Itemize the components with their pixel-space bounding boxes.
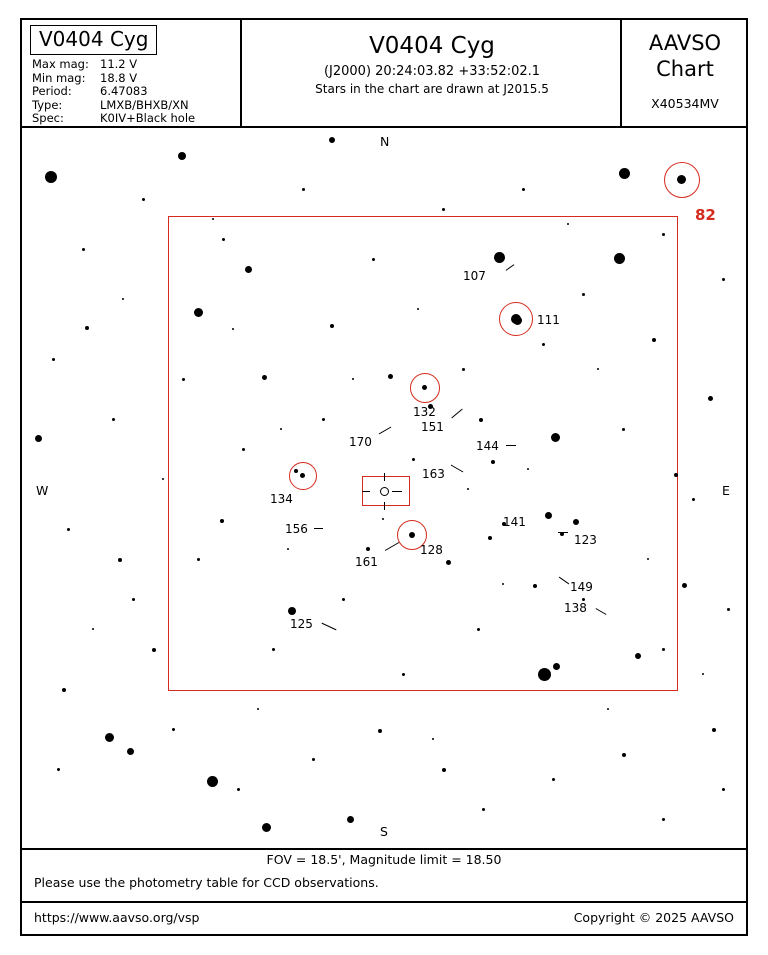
star-point	[622, 753, 626, 757]
star-point	[442, 208, 445, 211]
star-name-box: V0404 Cyg	[30, 25, 157, 55]
header-right-panel	[624, 20, 746, 126]
fov-rectangle	[168, 216, 678, 691]
star-point	[708, 396, 713, 401]
meta-key: Min mag:	[32, 70, 86, 85]
star-point	[622, 428, 625, 431]
comparison-star-82-circle	[664, 162, 700, 198]
header-center-panel	[244, 20, 622, 126]
star-point	[262, 823, 271, 832]
meta-key: Period:	[32, 84, 72, 99]
star-point	[122, 298, 124, 300]
star-point	[172, 728, 175, 731]
star-point	[118, 558, 122, 562]
star-point	[178, 152, 186, 160]
star-point	[462, 368, 465, 371]
star-point	[288, 607, 296, 615]
star-point	[388, 374, 393, 379]
star-point	[635, 653, 641, 659]
star-point	[262, 375, 267, 380]
star-point	[619, 168, 630, 179]
star-point	[662, 818, 665, 821]
star-point	[573, 519, 579, 525]
star-point	[222, 238, 225, 241]
observation-note-row	[22, 875, 746, 903]
direction-north: N	[380, 134, 390, 149]
star-point	[702, 673, 704, 675]
star-point	[446, 560, 451, 565]
star-point	[302, 188, 305, 191]
star-point	[682, 583, 687, 588]
star-metadata	[32, 58, 195, 126]
star-point	[197, 558, 200, 561]
star-point	[329, 137, 335, 143]
comparison-star-132-label: 132	[413, 405, 436, 419]
comparison-star-125-label: 125	[290, 617, 313, 631]
star-point	[237, 788, 240, 791]
label-leader-line	[314, 528, 323, 529]
star-point	[152, 648, 156, 652]
star-point	[412, 458, 415, 461]
marker-tick-right	[392, 491, 402, 492]
star-point	[378, 729, 382, 733]
star-point	[662, 648, 665, 651]
star-point	[597, 368, 599, 370]
star-point	[442, 768, 446, 772]
meta-value: 18.8 V	[100, 70, 138, 85]
star-point	[132, 598, 135, 601]
star-point	[647, 558, 649, 560]
star-point	[182, 378, 185, 381]
star-point	[194, 308, 203, 317]
star-point	[212, 218, 214, 220]
chart-id: X40534MV	[651, 96, 719, 111]
star-point	[553, 663, 560, 670]
coordinates: (J2000) 20:24:03.82 +33:52:02.1	[323, 64, 541, 79]
star-point	[330, 324, 334, 328]
star-point	[280, 428, 282, 430]
star-point	[142, 198, 145, 201]
comparison-star-151-label: 151	[421, 420, 444, 434]
meta-key: Type:	[32, 97, 63, 112]
star-point	[342, 598, 345, 601]
vsp-url[interactable]: https://www.aavso.org/vsp	[34, 910, 200, 925]
comparison-star-163-label: 163	[422, 467, 445, 481]
star-point	[220, 519, 224, 523]
star-point	[692, 498, 695, 501]
star-point	[162, 478, 164, 480]
star-point	[482, 808, 485, 811]
comparison-star-123-label: 123	[574, 533, 597, 547]
star-point	[272, 648, 275, 651]
star-point	[105, 733, 114, 742]
star-point	[551, 433, 560, 442]
star-point	[312, 758, 315, 761]
star-point	[347, 816, 354, 823]
label-leader-line	[558, 532, 568, 533]
star-point	[527, 468, 529, 470]
star-point	[722, 278, 725, 281]
star-point	[491, 460, 495, 464]
star-point	[52, 358, 55, 361]
star-point	[542, 343, 545, 346]
comparison-star-138-label: 138	[564, 601, 587, 615]
star-point	[62, 688, 66, 692]
star-point	[245, 266, 252, 273]
label-leader-line	[506, 445, 516, 446]
comparison-star-134-label: 134	[270, 492, 293, 506]
star-point	[488, 536, 492, 540]
star-point	[127, 748, 134, 755]
star-point	[712, 728, 716, 732]
star-point	[722, 788, 725, 791]
star-point	[402, 673, 405, 676]
comparison-star-161-label: 161	[355, 555, 378, 569]
copyright-text: Copyright © 2025 AAVSO	[573, 910, 734, 925]
meta-row	[32, 72, 195, 86]
sky-field[interactable]	[22, 128, 746, 850]
marker-tick-left	[362, 491, 370, 492]
star-point	[232, 328, 234, 330]
star-point	[607, 708, 609, 710]
meta-key: Spec:	[32, 111, 64, 126]
star-point	[57, 768, 60, 771]
marker-tick-top	[384, 473, 385, 481]
variable-star-marker-ring	[380, 487, 389, 496]
comparison-star-144-label: 144	[476, 439, 499, 453]
meta-value: 11.2 V	[100, 57, 138, 71]
fov-magnitude-line: FOV = 18.5', Magnitude limit = 18.50	[266, 852, 502, 867]
comparison-star-111-circle	[499, 302, 533, 336]
star-point	[92, 628, 94, 630]
star-point	[538, 668, 551, 681]
comparison-star-156-label: 156	[285, 522, 308, 536]
star-point	[533, 584, 537, 588]
star-point	[522, 188, 525, 191]
star-point	[112, 418, 115, 421]
comparison-star-128-label: 128	[420, 543, 443, 557]
org-name-line1: AAVSO	[648, 31, 722, 55]
comparison-star-107-label: 107	[463, 269, 486, 283]
star-point	[417, 308, 419, 310]
star-point	[35, 435, 42, 442]
meta-row	[32, 85, 195, 99]
star-point	[662, 233, 665, 236]
star-point	[85, 326, 89, 330]
star-point	[67, 528, 70, 531]
meta-row	[32, 99, 195, 113]
star-point	[45, 171, 57, 183]
direction-west: W	[36, 483, 49, 498]
chart-header	[22, 20, 746, 128]
star-point	[614, 253, 625, 264]
comparison-star-134-circle	[289, 462, 317, 490]
observation-note: Please use the photometry table for CCD observations.	[34, 875, 379, 890]
org-name-line2: Chart	[656, 57, 714, 81]
comparison-star-132-circle	[410, 373, 440, 403]
star-point	[494, 252, 505, 263]
star-point	[372, 258, 375, 261]
star-point	[477, 628, 480, 631]
star-point	[82, 248, 85, 251]
star-point	[322, 418, 325, 421]
star-point	[545, 512, 552, 519]
meta-row	[32, 112, 195, 126]
star-point	[382, 518, 384, 520]
star-point	[207, 776, 218, 787]
direction-south: S	[380, 824, 388, 839]
comparison-star-82-label: 82	[695, 206, 716, 224]
star-point	[242, 448, 245, 451]
star-point	[366, 547, 370, 551]
star-point	[582, 293, 585, 296]
meta-value: K0IV+Black hole	[100, 111, 196, 126]
star-point	[432, 738, 434, 740]
comparison-star-149-label: 149	[570, 580, 593, 594]
star-point	[467, 488, 469, 490]
page-title: V0404 Cyg	[369, 33, 495, 59]
comparison-star-111-label: 111	[537, 313, 560, 327]
star-point	[257, 708, 259, 710]
epoch-note: Stars in the chart are drawn at J2015.5	[315, 82, 549, 96]
meta-value: 6.47083	[100, 84, 148, 99]
meta-value: LMXB/BHXB/XN	[100, 97, 189, 112]
star-point	[552, 778, 555, 781]
comparison-star-170-label: 170	[349, 435, 372, 449]
star-point	[287, 548, 289, 550]
star-point	[479, 418, 483, 422]
star-point	[502, 583, 504, 585]
meta-key: Max mag:	[32, 57, 89, 71]
bottom-bar	[22, 905, 746, 935]
direction-east: E	[722, 483, 730, 498]
star-point	[352, 378, 354, 380]
meta-row	[32, 58, 195, 72]
star-point	[727, 608, 730, 611]
comparison-star-141-label: 141	[503, 515, 526, 529]
header-left-panel	[22, 20, 242, 126]
marker-tick-bottom	[384, 502, 385, 510]
star-point	[674, 473, 678, 477]
star-point	[567, 223, 569, 225]
star-point	[652, 338, 656, 342]
